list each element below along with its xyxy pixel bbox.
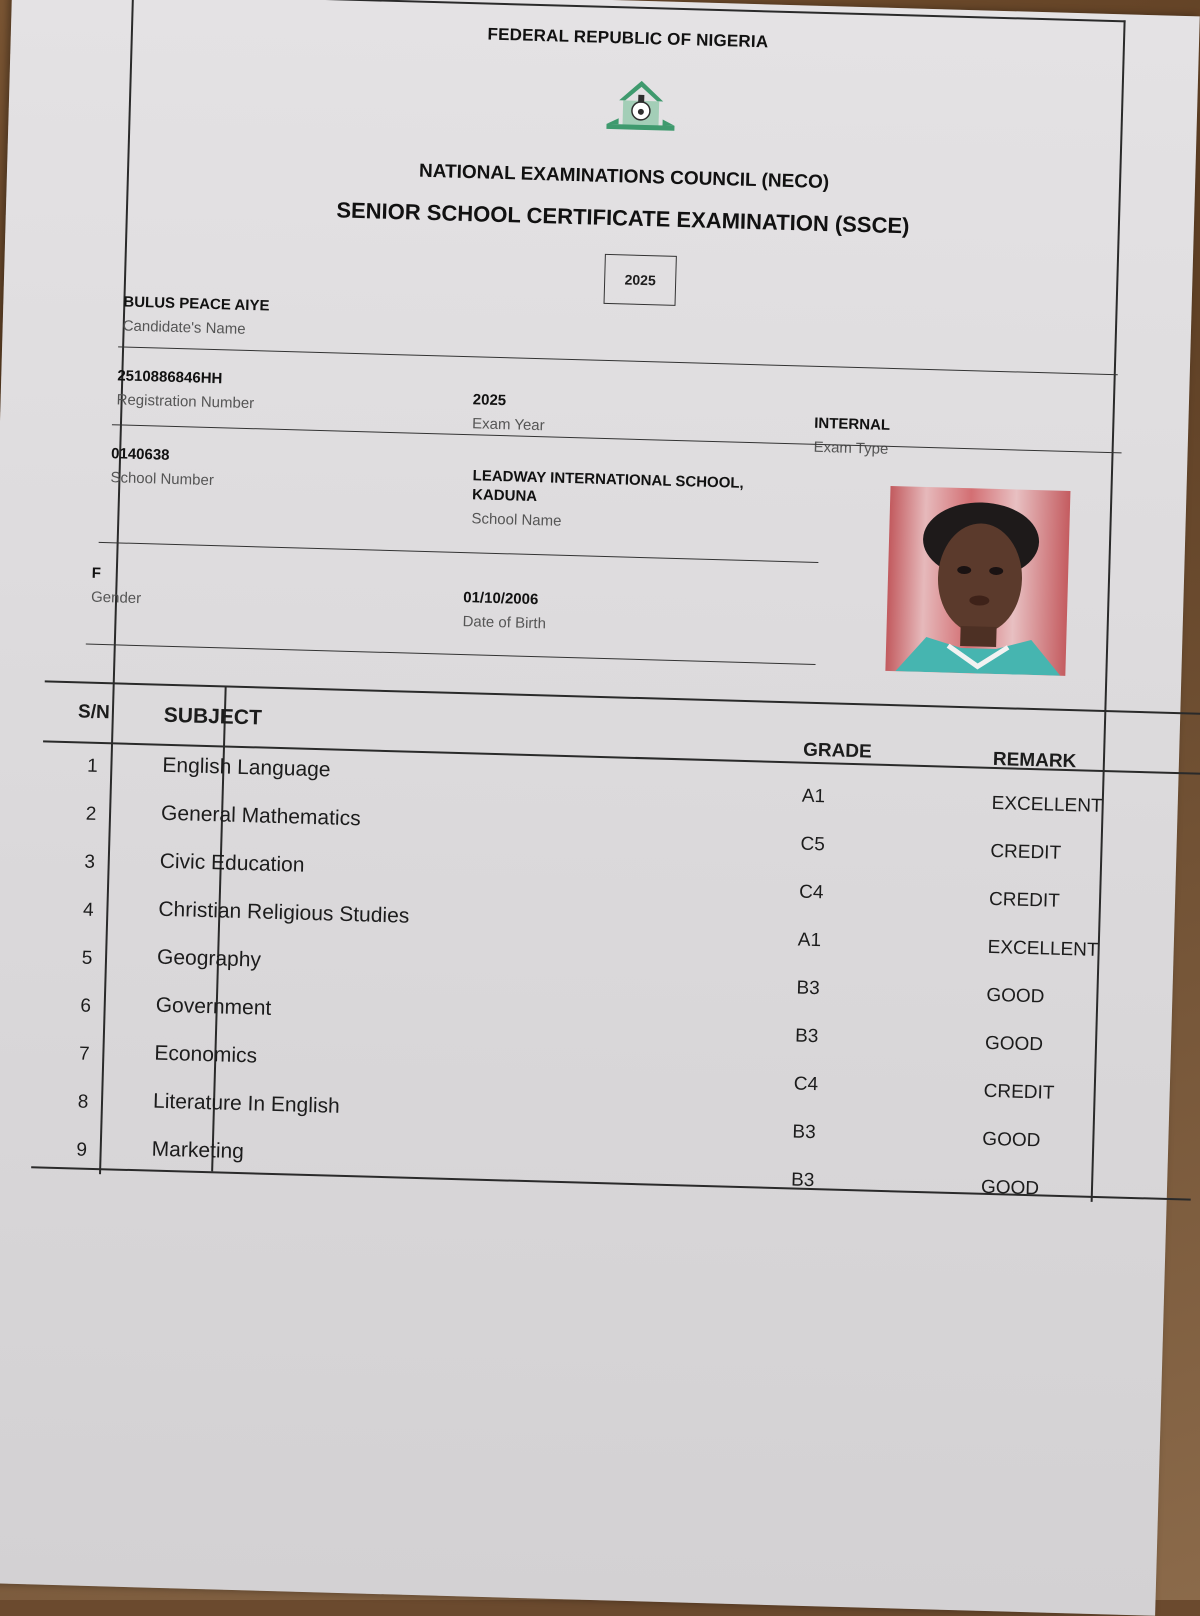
country-title: FEDERAL REPUBLIC OF NIGERIA bbox=[487, 24, 769, 52]
row-sn: 9 bbox=[76, 1139, 88, 1161]
divider bbox=[112, 424, 1122, 453]
row-sn: 6 bbox=[80, 995, 92, 1017]
divider bbox=[118, 346, 1118, 375]
dob-label: Date of Birth bbox=[462, 613, 547, 633]
row-subject: Geography bbox=[156, 945, 262, 972]
gender: F bbox=[91, 564, 102, 582]
dob-field bbox=[462, 588, 547, 632]
school-number-label: School Number bbox=[110, 469, 215, 490]
exam-year: 2025 bbox=[472, 391, 507, 410]
school-number-field bbox=[110, 444, 215, 489]
row-subject: Christian Religious Studies bbox=[158, 897, 410, 928]
header-grade: GRADE bbox=[802, 739, 873, 763]
gender-field bbox=[91, 564, 142, 607]
row-sn: 8 bbox=[77, 1091, 89, 1113]
exam-type: INTERNAL bbox=[814, 414, 891, 434]
row-sn: 4 bbox=[82, 899, 94, 921]
school-name-line2: KADUNA bbox=[471, 486, 538, 506]
row-subject: Economics bbox=[154, 1041, 258, 1068]
row-subject: English Language bbox=[162, 753, 331, 782]
row-remark: GOOD bbox=[984, 1032, 1044, 1056]
exam-year-label: Exam Year bbox=[471, 415, 545, 435]
header-remark: REMARK bbox=[992, 748, 1077, 773]
row-remark: EXCELLENT bbox=[987, 936, 1099, 961]
candidate-name-field bbox=[122, 292, 269, 338]
candidate-photo bbox=[885, 486, 1070, 676]
exam-year-field bbox=[472, 390, 546, 434]
sheet-frame bbox=[76, 0, 1126, 1202]
row-subject: Literature In English bbox=[152, 1089, 341, 1118]
row-remark: GOOD bbox=[980, 1176, 1040, 1200]
row-sn: 2 bbox=[85, 803, 97, 825]
row-sn: 7 bbox=[78, 1043, 90, 1065]
row-remark: CREDIT bbox=[988, 888, 1061, 912]
row-remark: GOOD bbox=[982, 1128, 1041, 1152]
divider bbox=[86, 644, 816, 665]
candidate-name: BULUS PEACE AIYE bbox=[123, 293, 270, 315]
row-grade: B3 bbox=[794, 1025, 819, 1048]
row-remark: EXCELLENT bbox=[991, 792, 1103, 818]
exam-title: SENIOR SCHOOL CERTIFICATE EXAMINATION (SSCE) bbox=[336, 197, 910, 239]
row-remark: CREDIT bbox=[983, 1080, 1055, 1104]
neco-logo-icon bbox=[600, 78, 682, 136]
row-grade: C4 bbox=[793, 1073, 819, 1096]
candidate-name-label: Candidate's Name bbox=[122, 317, 246, 338]
row-sn: 5 bbox=[81, 947, 93, 969]
row-grade: A1 bbox=[801, 785, 826, 808]
registration-number: 2510886846HH bbox=[117, 367, 223, 388]
row-subject: Government bbox=[155, 993, 272, 1020]
school-name-field bbox=[471, 466, 744, 535]
gender-label: Gender bbox=[90, 588, 142, 608]
row-grade: C5 bbox=[800, 833, 826, 856]
row-subject: General Mathematics bbox=[160, 801, 361, 831]
exam-year-box: 2025 bbox=[604, 254, 677, 306]
row-sn: 3 bbox=[84, 851, 96, 873]
results-table bbox=[31, 680, 1200, 1206]
council-title: NATIONAL EXAMINATIONS COUNCIL (NECO) bbox=[418, 160, 830, 194]
row-grade: B3 bbox=[796, 977, 821, 1000]
header-sn: S/N bbox=[77, 701, 111, 724]
registration-label: Registration Number bbox=[116, 391, 255, 413]
school-number: 0140638 bbox=[110, 445, 170, 464]
row-remark: GOOD bbox=[986, 984, 1045, 1008]
school-name-line1: LEADWAY INTERNATIONAL SCHOOL, bbox=[472, 467, 744, 492]
school-name-label: School Name bbox=[471, 510, 562, 530]
row-grade: A1 bbox=[797, 929, 822, 952]
exam-type-label: Exam Type bbox=[813, 438, 889, 458]
row-subject: Marketing bbox=[151, 1137, 245, 1164]
exam-type-field bbox=[813, 414, 890, 458]
row-grade: B3 bbox=[790, 1169, 815, 1192]
row-subject: Civic Education bbox=[159, 849, 305, 877]
registration-field bbox=[116, 366, 255, 412]
header-subject: SUBJECT bbox=[163, 703, 263, 730]
date-of-birth: 01/10/2006 bbox=[463, 589, 539, 609]
row-grade: B3 bbox=[792, 1121, 816, 1144]
divider bbox=[99, 542, 819, 563]
row-grade: C4 bbox=[798, 881, 824, 904]
row-remark: CREDIT bbox=[990, 840, 1062, 864]
row-sn: 1 bbox=[86, 755, 98, 777]
